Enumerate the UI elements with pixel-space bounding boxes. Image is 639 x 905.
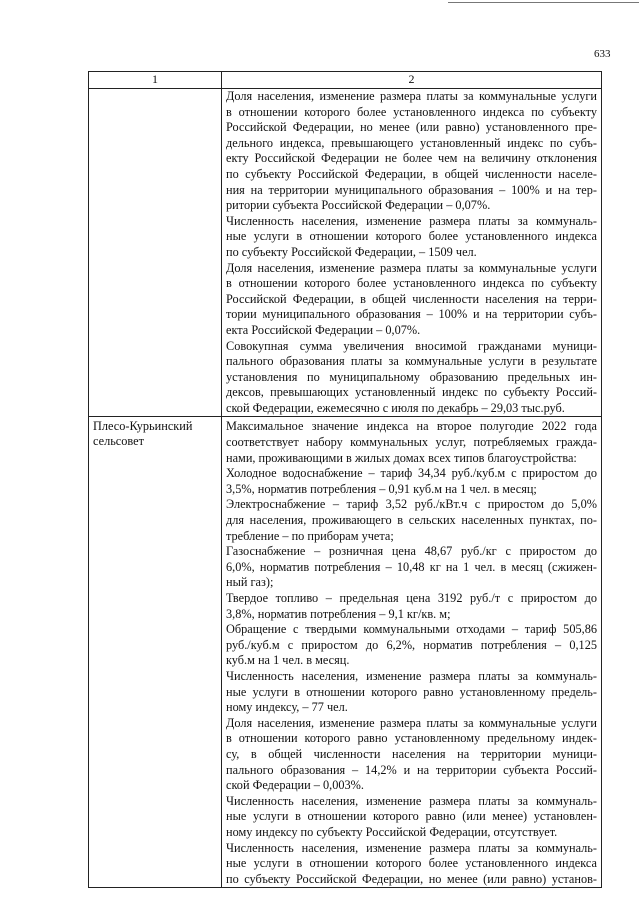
municipality-cell (89, 417, 222, 888)
text-line: ному индексу по субъекту Российской Федерации, отсутствует. (226, 824, 558, 839)
text-line: ные услуги в отношении которого равно (или менее) установлен- (226, 809, 597, 824)
text-line: Доля населения, изменение размера платы за коммунальные услуги (226, 260, 597, 275)
description-cell (222, 417, 602, 888)
page-number: 633 (594, 48, 611, 60)
text-line: установления по муниципальному образованию предельных ин- (226, 369, 597, 384)
municipality-name-line: Плесо-Курьинский (93, 419, 193, 434)
text-line: по субъекту Российской Федерации, в общей численности населе- (226, 166, 597, 181)
text-line: пального образования – 14,2% и на территории субъекта Россий- (226, 762, 597, 777)
text-line: Максимальное значение индекса на второе полугодие 2022 года (226, 419, 597, 434)
text-line: Газоснабжение – розничная цена 48,67 руб./кг с приростом до (226, 544, 597, 559)
text-line: тории муниципального образования – 100% и на территории субъ- (226, 307, 597, 322)
text-line: ные услуги в отношении которого равно установленному предель- (226, 684, 597, 699)
text-line: дельного индекса, превышающего установленный индекс по субъ- (226, 135, 597, 150)
text-line: ный газ); (226, 575, 274, 590)
text-line: ные услуги в отношении которого более установленного индекса (226, 229, 597, 244)
municipality-name-line: сельсовет (93, 434, 144, 449)
text-line: по субъекту Российской Федерации, – 1509 чел. (226, 244, 477, 259)
header-col-2: 2 (222, 72, 602, 89)
text-line: Численность населения, изменение размера платы за коммуналь- (226, 668, 597, 683)
text-line: ному индексу, – 77 чел. (226, 700, 348, 715)
top-edge-line (448, 2, 639, 3)
text-line: нами, проживающими в жилых домах всех типов благоустройства: (226, 450, 577, 465)
municipality-cell (89, 89, 222, 417)
table-row (89, 417, 602, 888)
text-line: ные услуги в отношении которого более установленного индекса (226, 856, 597, 871)
text-line: Численность населения, изменение размера платы за коммуналь- (226, 840, 597, 855)
text-line: екта Российской Федерации – 0,07%. (226, 322, 421, 337)
text-line: Твердое топливо – предельная цена 3192 руб./т с приростом до (226, 591, 597, 605)
description-cell (222, 89, 602, 417)
text-line: ритории субъекта Российской Федерации – 0,07%. (226, 198, 491, 213)
text-line: в отношении которого равно установленному предельному индек- (226, 731, 597, 746)
text-line: ской Федерации, ежемесячно с июля по декабрь – 29,03 тыс.руб. (226, 400, 565, 415)
table-header-row (89, 72, 602, 89)
text-line: куб.м на 1 чел. в месяц. (226, 653, 350, 668)
text-line: для населения, проживающего в сельских населенных пунктах, по- (226, 513, 597, 528)
text-line: соответствует набору коммунальных услуг, потребляемых гражда- (226, 435, 597, 450)
text-line: руб./куб.м с приростом до 6,2%, норматив потребления – 0,125 (226, 637, 597, 652)
text-line: Доля населения, изменение размера платы за коммунальные услуги (226, 715, 597, 730)
text-line: су, в общей численности населения на территории муници- (226, 746, 597, 761)
text-line: ния на территории муниципального образования – 100% и на тер- (226, 182, 597, 197)
text-line: Совокупная сумма увеличения вносимой гражданами муници- (226, 338, 597, 353)
text-line: по субъекту Российской Федерации, но менее (или равно) установ- (226, 871, 597, 886)
text-line: екту Российской Федерации не более чем на величину отклонения (226, 151, 597, 166)
table-row (89, 89, 602, 417)
text-line: в отношении которого более установленного индекса по субъекту (226, 276, 597, 291)
text-line: 3,5%, норматив потребления – 0,91 куб.м на 1 чел. в месяц; (226, 481, 537, 496)
header-col-1: 1 (89, 72, 222, 89)
text-line: Численность населения, изменение размера платы за коммуналь- (226, 793, 597, 808)
text-line: Доля населения, изменение размера платы за коммунальные услуги (226, 89, 597, 103)
text-line: в отношении которого более установленного индекса по субъекту (226, 104, 597, 119)
text-line: Российской Федерации, но менее (или равно) установленного пре- (226, 120, 597, 135)
text-line: Российской Федерации, в общей численности населения на терри- (226, 291, 597, 306)
text-line: Численность населения, изменение размера платы за коммуналь- (226, 213, 597, 228)
text-line: Холодное водоснабжение – тариф 34,34 руб./куб.м с приростом до (226, 466, 597, 481)
data-table (88, 71, 602, 888)
text-line: Обращение с твердыми коммунальными отходами – тариф 505,86 (226, 622, 597, 637)
text-line: пального образования платы за коммунальные услуги в результате (226, 354, 597, 369)
text-line: 6,0%, норматив потребления – 10,48 кг на 1 чел. в месяц (сжижен- (226, 559, 597, 574)
text-line: Электроснабжение – тариф 3,52 руб./кВт.ч с приростом до 5,0% (226, 497, 597, 512)
text-line: 3,8%, норматив потребления – 9,1 кг/кв. м; (226, 606, 451, 621)
text-line: требление – по приборам учета; (226, 528, 394, 543)
text-line: ской Федерации – 0,003%. (226, 778, 364, 793)
text-line: дексов, превышающих установленный индекс по субъекту Россий- (226, 385, 597, 400)
